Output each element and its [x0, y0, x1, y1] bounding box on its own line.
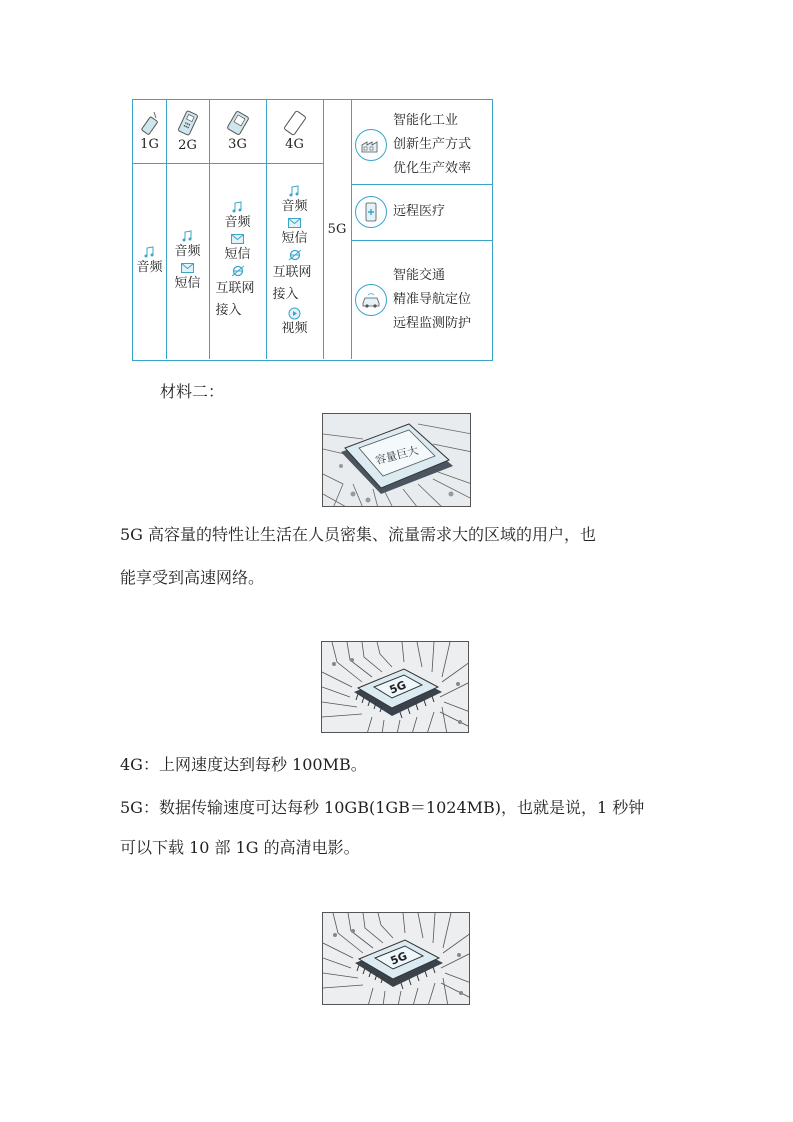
play-icon [288, 307, 301, 320]
keypad-phone-icon [176, 109, 200, 137]
feature-label: 互联网接入 [272, 265, 312, 302]
gen-label: 3G [228, 136, 247, 152]
paragraph-capacity-line1: 5G 高容量的特性让生活在人员密集、流量需求大的区域的用户，也 [120, 525, 597, 544]
use-case-line: 优化生产效率 [393, 161, 472, 176]
feature-label: 互联网接入 [215, 281, 255, 318]
feature-label: 音频 [174, 244, 201, 259]
feature-item [224, 232, 250, 264]
chip-label: 容量巨大 [373, 443, 420, 468]
ie-browser-icon [288, 248, 302, 262]
speed-5g-line1: 5G：数据传输速度可达每秒 10GB(1GB＝1024MB)，也就是说，1 秒钟 [120, 798, 645, 817]
generation-comparison-table [132, 99, 493, 361]
feature-item [224, 200, 250, 232]
speed-5g-line2: 可以下载 10 部 1G 的高清电影。 [120, 838, 360, 857]
feature-item [281, 216, 307, 248]
envelope-icon [181, 263, 194, 273]
use-case-industry [355, 106, 471, 184]
use-case-line: 远程监测防护 [393, 315, 472, 331]
chip-label: 5G [387, 678, 408, 697]
features-3g [209, 163, 266, 359]
music-note-icon [289, 185, 299, 197]
envelope-icon [288, 218, 301, 228]
feature-item [273, 248, 317, 306]
gen-header-2g [166, 100, 209, 163]
features-4g [266, 163, 323, 359]
smartphone-icon [282, 110, 308, 136]
chip-label: 5G [388, 949, 409, 968]
music-note-icon [144, 246, 154, 258]
gen-label: 4G [285, 136, 304, 152]
music-note-icon [232, 201, 242, 213]
gen-label: 2G [178, 137, 197, 153]
feature-item [216, 264, 260, 322]
feature-label: 音频 [136, 260, 163, 275]
feature-item [281, 184, 307, 216]
gen-header-3g [209, 100, 266, 163]
gen-header-1g [133, 100, 166, 163]
capacity-chip-illustration [322, 413, 471, 507]
feature-label: 短信 [224, 247, 251, 262]
car-icon [355, 284, 387, 316]
use-case-line: 远程医疗 [393, 204, 446, 219]
feature-item [174, 261, 200, 293]
paragraph-capacity-line2: 能享受到高速网络。 [120, 568, 265, 587]
factory-icon [355, 129, 387, 161]
feature-label: 短信 [281, 231, 308, 246]
use-case-line: 智能交通 [393, 267, 446, 283]
feature-phone-icon [225, 110, 251, 136]
use-case-line: 创新生产方式 [393, 137, 472, 152]
section-label: 材料二： [160, 382, 225, 401]
feature-label: 音频 [224, 215, 251, 230]
gen-header-4g [266, 100, 323, 163]
use-case-line: 智能化工业 [393, 113, 459, 128]
medical-phone-icon [355, 196, 387, 228]
speed-4g-text: 4G：上网速度达到每秒 100MB。 [120, 755, 367, 774]
feature-label: 视频 [281, 321, 308, 336]
ie-browser-icon [231, 264, 245, 278]
features-1g [133, 163, 166, 359]
table-divider [351, 100, 352, 359]
5g-chip-illustration [321, 641, 469, 733]
use-case-traffic [355, 240, 471, 359]
music-note-icon [182, 230, 192, 242]
envelope-icon [231, 234, 244, 244]
gen-label-5g [323, 100, 351, 359]
5g-chip-illustration-2 [322, 912, 470, 1005]
gen-label: 5G [327, 222, 347, 237]
gen-label: 1G [140, 136, 159, 152]
use-case-line: 精准导航定位 [393, 291, 472, 307]
feature-item [174, 229, 200, 261]
feature-label: 短信 [174, 276, 201, 291]
brick-phone-icon [139, 110, 161, 136]
feature-label: 音频 [281, 199, 308, 214]
feature-item [136, 245, 162, 277]
use-case-medical [355, 184, 445, 240]
features-2g [166, 163, 209, 359]
feature-item [281, 306, 307, 338]
